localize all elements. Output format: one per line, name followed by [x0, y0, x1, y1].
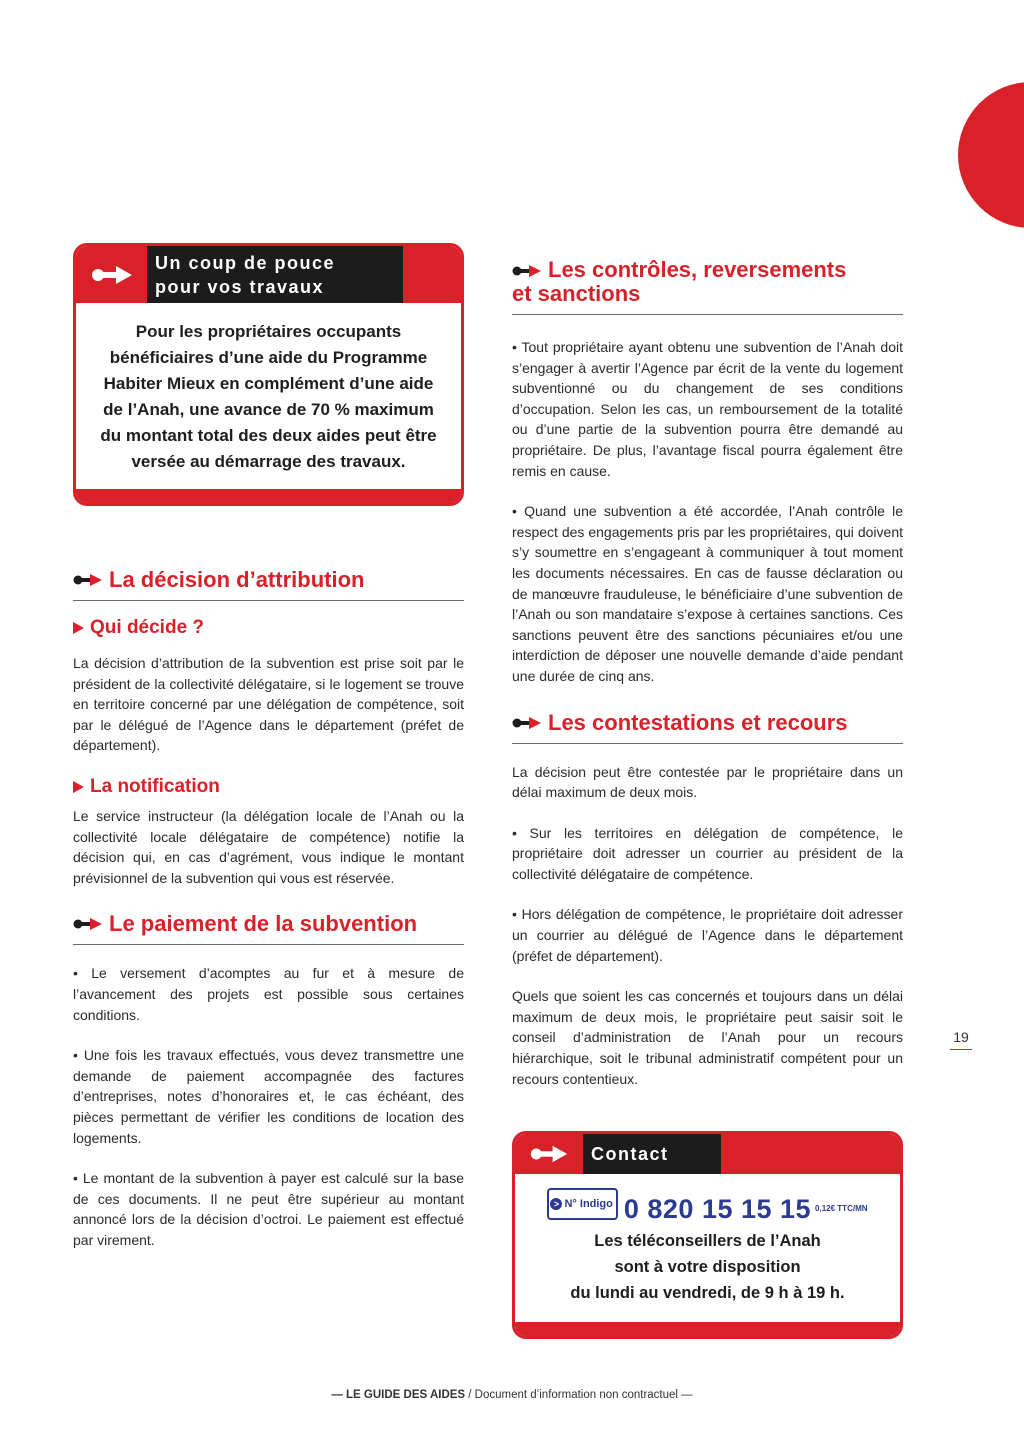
payment-item-3: • Le montant de la subvention à payer est calculé sur la base de ces documents. Il ne peut être supérieur au montant annoncé lors de la décision d’octroi. Le paiement est effectué par virement. [73, 1170, 464, 1248]
indigo-label: N° Indigo [564, 1198, 613, 1211]
contact-line2: sont à votre disposition [614, 1258, 801, 1277]
boost-box-header [76, 246, 461, 303]
double-arrow-icon [512, 264, 542, 278]
left-column [73, 243, 464, 1250]
section-heading-appeals [512, 711, 903, 744]
boost-box-footer [76, 489, 461, 503]
page-footer [0, 1389, 1024, 1401]
appeals-item-3: • Hors délégation de compétence, le propriétaire doit adresser un courrier au délégué de l’Agence dans le département (préfet de département). [512, 906, 903, 964]
payment-item-2: • Une fois les travaux effectués, vous devez transmettre une demande de paiement accompagnée des factures d’entreprises, notes d’honoraires et, le cas échéant, des pièces permettant de vérifier les conditions de location des logements. [73, 1047, 464, 1146]
payment-item-1: • Le versement d’acomptes au fur et à mesure de l’avancement des projets est possible sous certaines conditions. [73, 965, 464, 1023]
subheading-notification [73, 776, 464, 798]
section-heading-payment [73, 912, 464, 945]
who-title: Qui décide ? [90, 617, 205, 638]
section-heading-controls [512, 258, 903, 315]
double-arrow-icon [76, 246, 147, 303]
boost-box-title [147, 246, 403, 303]
right-column [512, 258, 903, 1339]
who-text: La décision d’attribution de la subvention est prise soit par le président de la collectivité délégataire, si le logement se trouve en territoire concerné par une délégation de compétence, soit par le délégué de l’Agence dans le département (préfet de département). [73, 655, 464, 754]
contact-line1: Les téléconseillers de l’Anah [594, 1232, 821, 1251]
contact-box-footer [515, 1322, 900, 1336]
indigo-badge [547, 1188, 617, 1220]
triangle-icon [73, 781, 84, 793]
appeals-title: Les contestations et recours [548, 709, 848, 735]
phone-rate: 0,12€ TTC/MN [815, 1204, 868, 1214]
contact-box [512, 1131, 903, 1339]
phone-number[interactable]: 0 820 15 15 15 [623, 1194, 812, 1225]
appeals-item-2: • Sur les territoires en délégation de compétence, le propriétaire doit adresser un courrier au président de la collectivité délégataire de compétence. [512, 824, 903, 882]
controls-title-line1: Les contrôles, reversements [548, 257, 847, 282]
chevron-right-icon: > [550, 1198, 562, 1210]
appeals-item-1: La décision peut être contestée par le propriétaire dans un délai maximum de deux mois. [512, 763, 903, 801]
appeals-item-4: Quels que soient les cas concernés et toujours dans un délai maximum de deux mois, le propriétaire peut saisir soit le conseil d’administration de l’Anah pour un recours hiérarchique, soit le tribunal administratif compétent pour un recours contentieux. [512, 988, 903, 1087]
controls-item-1: • Tout propriétaire ayant obtenu une subvention de l’Anah doit s’engager à avertir l’Agence par écrit de la vente du logement subventionné ou du changement de ses conditions d’occupation. Selon les cas, un remboursement de la totalité ou d’une partie de la subvention pourra être demandé au propriétaire. De plus, l’avantage fiscal pourra également être remis en cause. [512, 339, 903, 479]
double-arrow-icon [73, 573, 103, 587]
subheading-who [73, 617, 464, 639]
double-arrow-icon [73, 917, 103, 931]
boost-title-line1: Un coup de pouce [155, 252, 336, 273]
boost-box [73, 243, 464, 506]
boost-title-line2: pour vos travaux [155, 276, 325, 297]
notification-text: Le service instructeur (la délégation locale de l’Anah ou la collectivité locale délégataire de compétence) notifie la décision qui, en cas d’agrément, vous indique le montant prévisionnel de la subvention qui vous est réservée. [73, 807, 464, 886]
contact-body [515, 1174, 900, 1322]
boost-box-text: Pour les propriétaires occupants bénéficiaires d’une aide du Programme Habiter Mieux en complément d’une aide de l’Anah, une avance de 70 % maximum du montant total des deux aides peut être versée au démarrage des travaux. [100, 322, 437, 471]
contact-title: Contact [583, 1134, 721, 1174]
corner-decoration [958, 82, 1024, 228]
controls-title-line2: et sanctions [512, 281, 641, 306]
section-heading-decision [73, 568, 464, 601]
footer-text: / Document d’information non contractuel — [465, 1389, 693, 1401]
phone-row [531, 1188, 884, 1224]
notification-title: La notification [90, 775, 220, 797]
decision-title: La décision d’attribution [109, 567, 365, 592]
page-number: 19 [950, 1029, 972, 1050]
contact-line3: du lundi au vendredi, de 9 h à 19 h. [570, 1284, 845, 1303]
controls-item-2: • Quand une subvention a été accordée, l’Anah contrôle le respect des engagements pris par les propriétaires, qui doivent s’y soumettre en s’engageant à communiquer à tout moment les documents nécessaires. En cas de fausse déclaration ou de manœuvre frauduleuse, le bénéficiaire d’une subvention de l’Anah ou son mandataire s’expose à certaines sanctions. Ces sanctions peuvent être des sanctions pécuniaires et/ou une interdiction de déposer une nouvelle demande d’aide pendant une durée de cinq ans. [512, 503, 903, 684]
payment-title: Le paiement de la subvention [109, 911, 418, 937]
double-arrow-icon [512, 716, 542, 730]
double-arrow-icon [515, 1134, 583, 1174]
triangle-icon [73, 622, 84, 634]
footer-brand: — LE GUIDE DES AIDES [331, 1389, 466, 1401]
contact-box-header [515, 1134, 900, 1174]
